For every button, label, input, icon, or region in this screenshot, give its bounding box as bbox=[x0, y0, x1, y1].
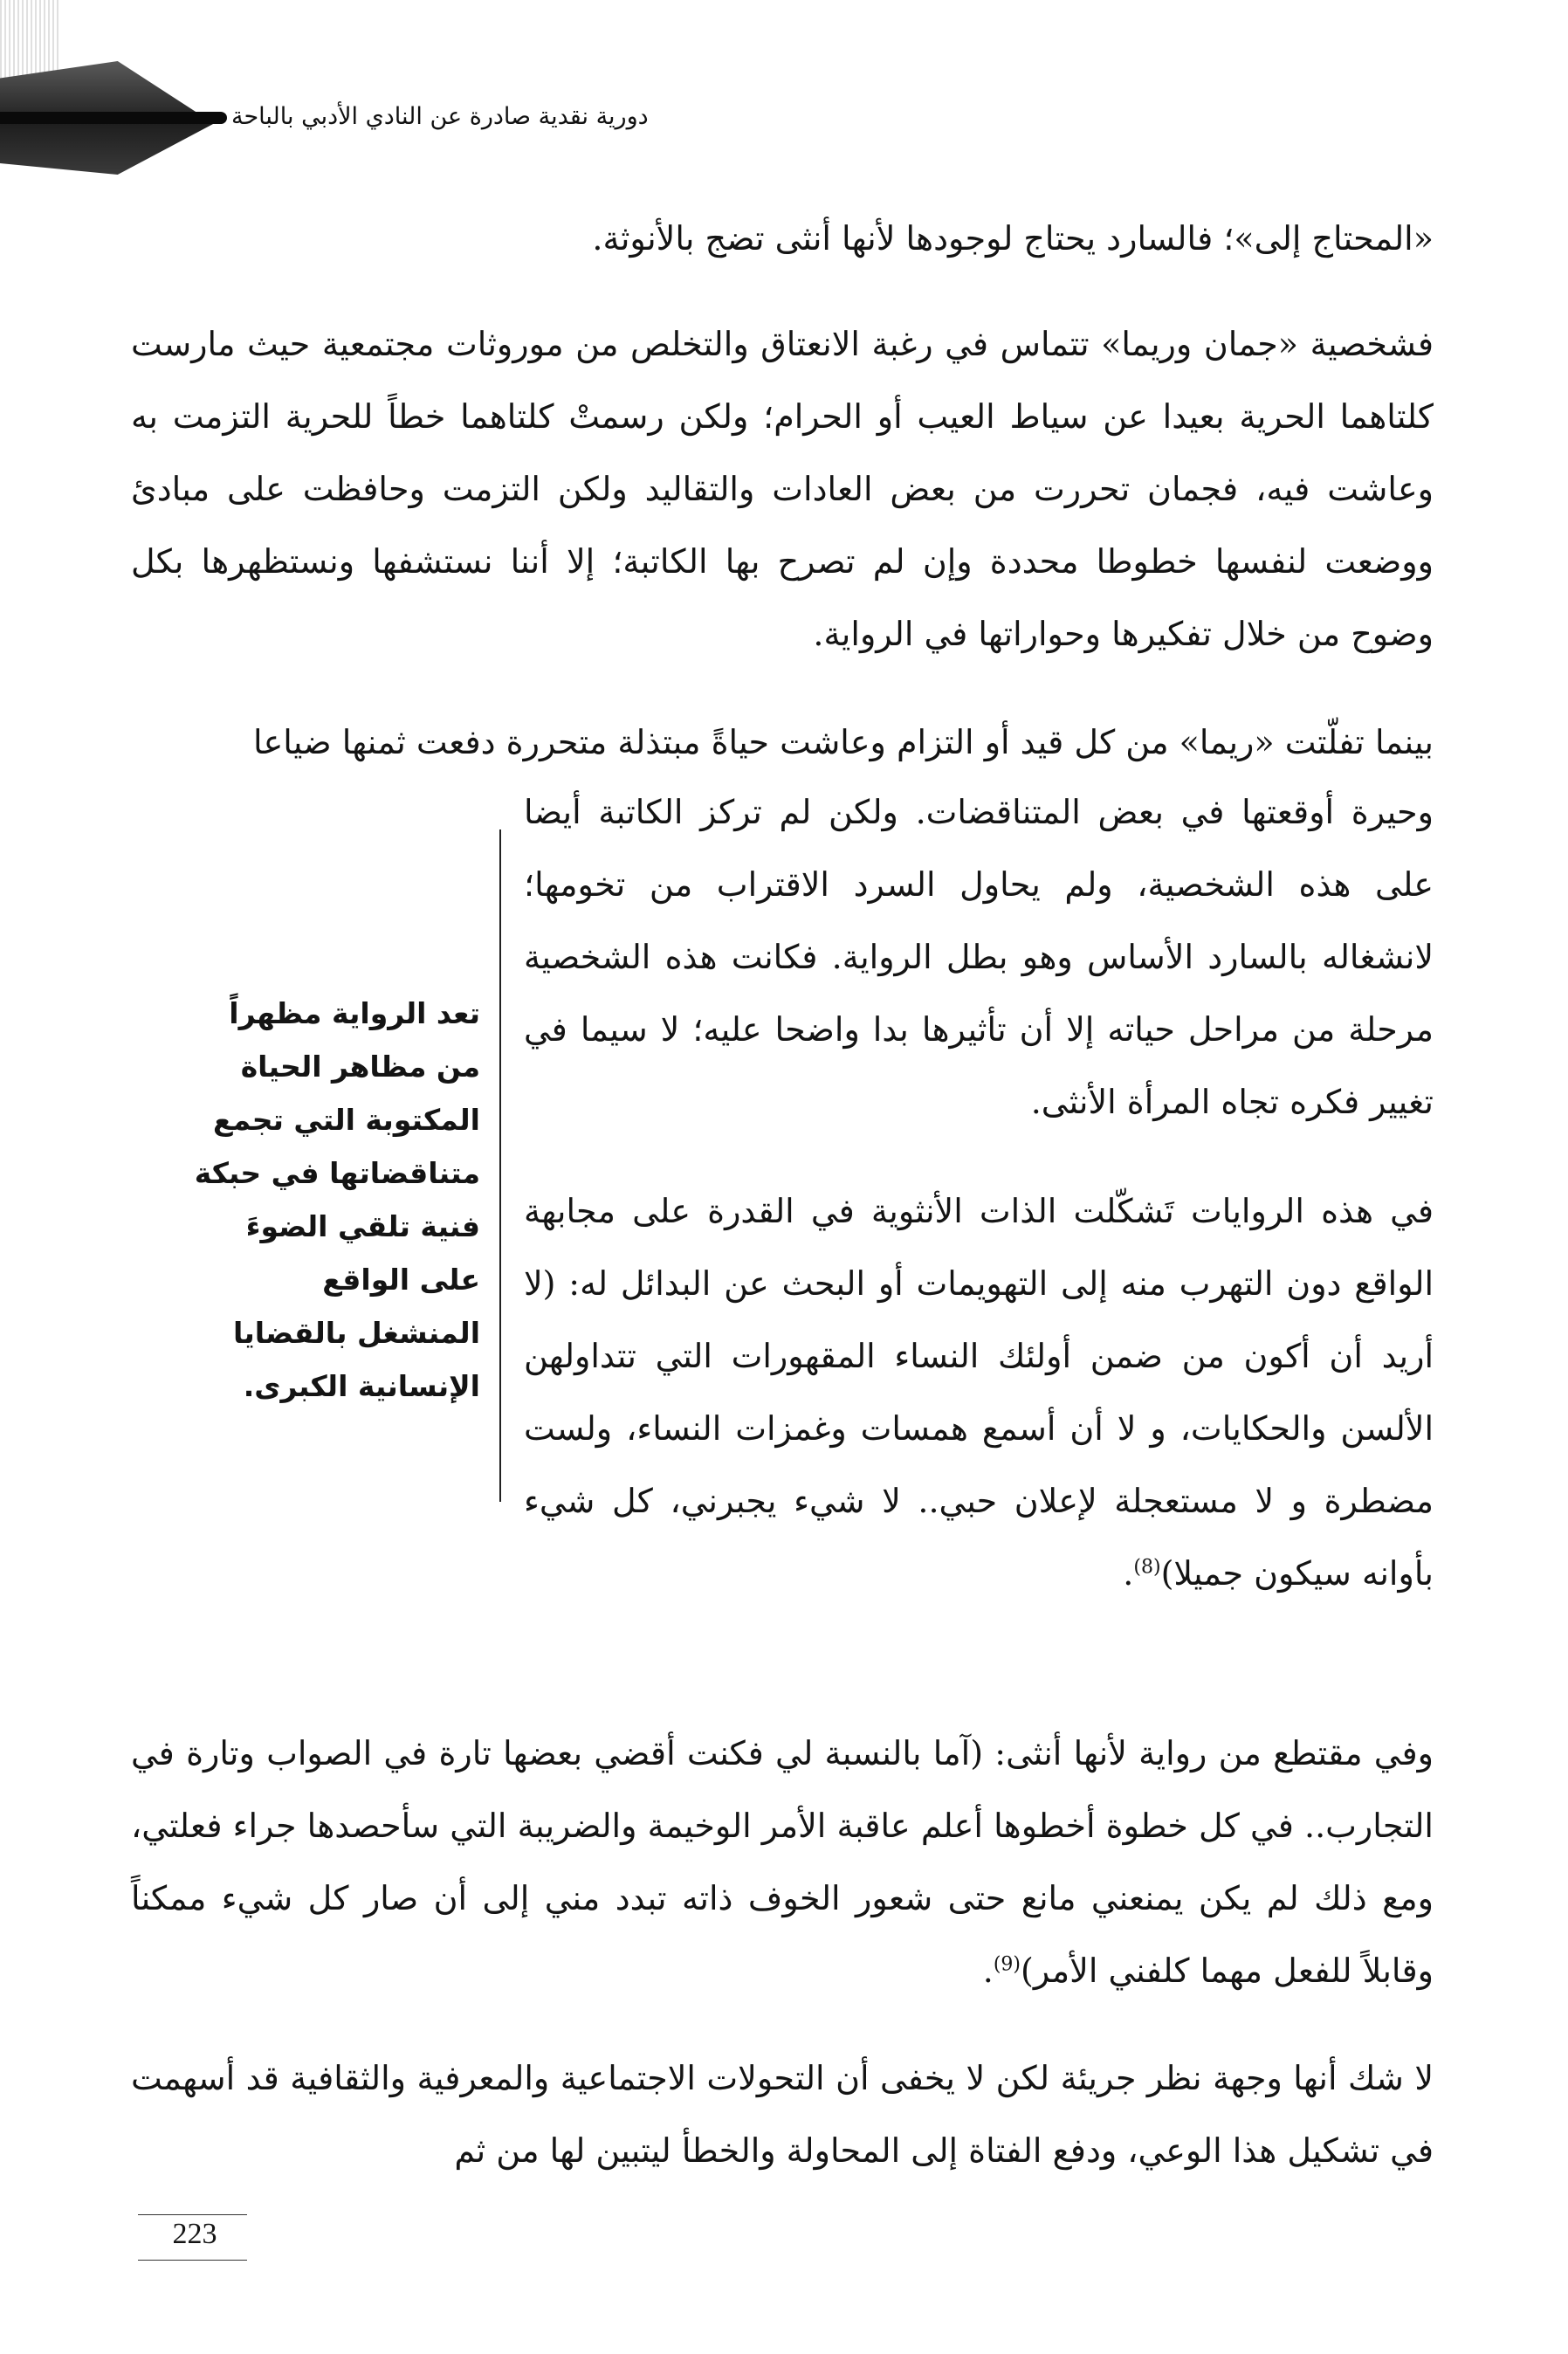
paragraph-4: وحيرة أوقعتها في بعض المتناقضات. ولكن لم تركز الكاتبة أيضا على هذه الشخصية، ولم يحاول السرد الاقتراب من تخومها؛ لانشغاله بالسارد الأساس وهو بطل الرواية. فكانت هذه الشخصية مرحلة من مراحل حياته إلا أن تأثيرها بدا واضحا عليه؛ لا سيما في تغيير فكره تجاه المرأة الأنثى. bbox=[524, 793, 1434, 1121]
paragraph-5-tail: . bbox=[1123, 1554, 1134, 1593]
paragraph-3: بينما تفلّتت «ريما» من كل قيد أو التزام وعاشت حياةً مبتذلة متحررة دفعت ثمنها ضياعا bbox=[253, 723, 1434, 761]
footnote-ref-8: (8) bbox=[1133, 1556, 1161, 1579]
page-number: 223 bbox=[172, 2218, 217, 2250]
paragraph-6 bbox=[131, 1717, 1434, 2007]
header-scan-noise bbox=[0, 0, 61, 79]
paragraph-5 bbox=[524, 1175, 1434, 1610]
paragraph-2: فشخصية «جمان وريما» تتماس في رغبة الانعتاق والتخلص من موروثات مجتمعية حيث مارست كلتاهما الحرية بعيدا عن سياط العيب أو الحرام؛ ولكن رسمتْ كلتاهما خطاً للحرية التزمت به وعاشت فيه، فجمان تحررت من بعض العادات والتقاليد ولكن التزمت وحافظت على مبادئ ووضعت لنفسها خطوطا محددة وإن لم تصرح بها الكاتبة؛ إلا أننا نستشفها ونستظهرها بكل وضوح من خلال تفكيرها وحواراتها في الرواية. bbox=[131, 325, 1434, 653]
paragraph-6-tail: . bbox=[982, 1951, 994, 1990]
footnote-ref-9: (9) bbox=[993, 1953, 1021, 1976]
pull-quote-divider bbox=[499, 829, 501, 1502]
page-number-rule-top bbox=[138, 2214, 247, 2215]
pull-quote: تعد الرواية مظهراً من مظاهر الحياة المكتوبة التي تجمع متناقضاتها في حبكة فنية تلقي الضوءَ على الواقع المنشغل بالقضايا الإنسانية الكبرى. bbox=[194, 996, 480, 1403]
paragraph-5-text: في هذه الروايات تَشكّلت الذات الأنثوية في القدرة على مجابهة الواقع دون التهرب منه إلى التهويمات أو البحث عن البدائل له: (لا أريد أن أكون من ضمن أولئك النساء المقهورات التي تتداولهن الألسن والحكايات، و لا أن أسمع همسات وغمزات النساء، ولست مضطرة و لا مستعجلة لإعلان حبي.. لا شيء يجبرني، كل شيء بأوانه سيكون جميلا) bbox=[524, 1192, 1434, 1593]
paragraph-1: «المحتاج إلى»؛ فالسارد يحتاج لوجودها لأنها أنثى تضج بالأنوثة. bbox=[592, 219, 1434, 258]
page-number-rule-bottom bbox=[138, 2260, 247, 2261]
paragraph-6-text: وفي مقتطع من رواية لأنها أنثى: (آما بالنسبة لي فكنت أقضي بعضها تارة في الصواب وتارة في التجارب.. في كل خطوة أخطوها أعلم عاقبة الأمر الوخيمة والضريبة التي سأحصدها جراء فعلتي، ومع ذلك لم يكن يمنعني مانع حتى شعور الخوف ذاته تبدد مني إلى أن صار كل شيء ممكناً وقابلاً للفعل مهما كلفني الأمر) bbox=[131, 1734, 1434, 1990]
header-decoration-streak bbox=[0, 112, 227, 124]
paragraph-7: لا شك أنها وجهة نظر جريئة لكن لا يخفى أن التحولات الاجتماعية والمعرفية والثقافية قد أسهمت في تشكيل هذا الوعي، ودفع الفتاة إلى المحاولة والخطأ ليتبين لها من ثم bbox=[131, 2059, 1434, 2170]
journal-title: دورية نقدية صادرة عن النادي الأدبي بالباحة bbox=[231, 103, 649, 130]
